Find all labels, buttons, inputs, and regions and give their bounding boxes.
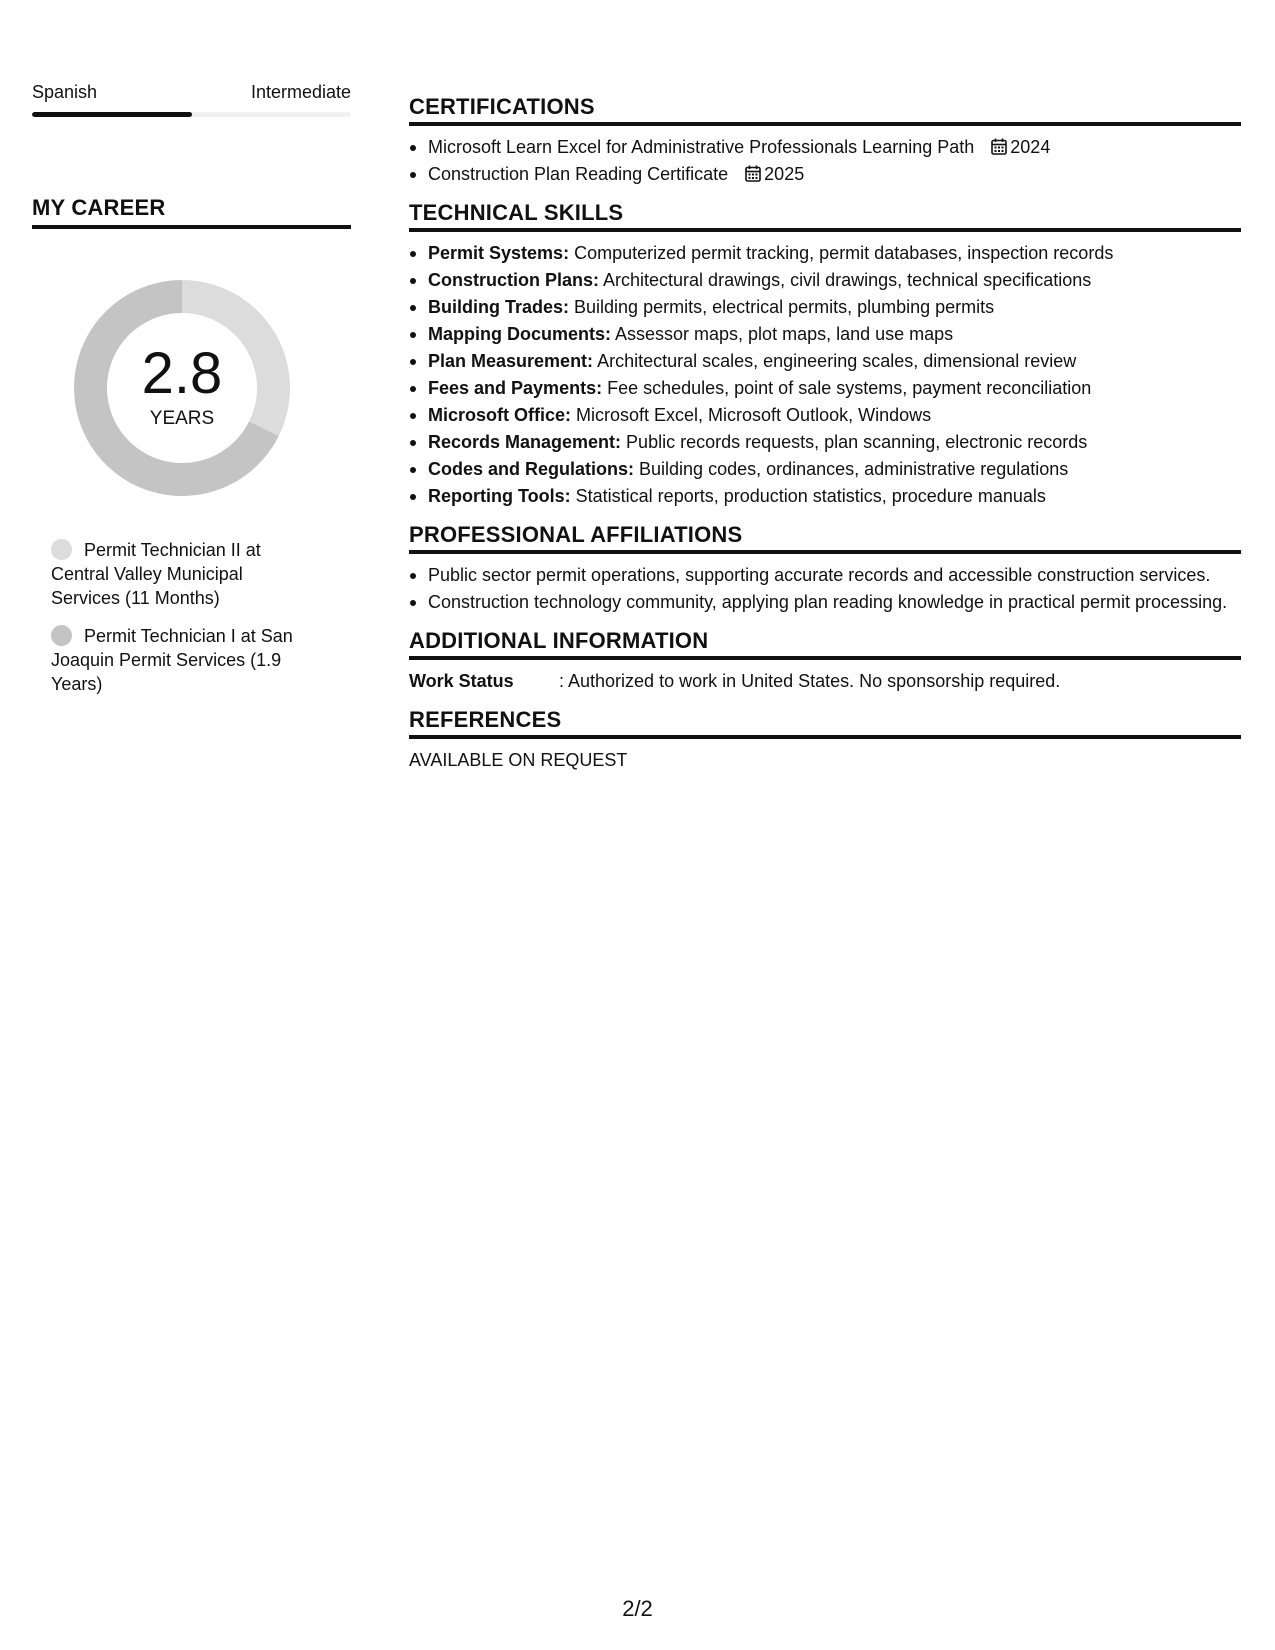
legend-dot-icon	[51, 625, 72, 646]
skill-text: Microsoft Excel, Microsoft Outlook, Windows	[571, 405, 932, 425]
skill-label: Plan Measurement:	[428, 351, 594, 371]
career-legend-item	[51, 624, 311, 696]
skill-item	[409, 268, 1241, 292]
language-progress-bar	[32, 112, 351, 117]
skill-label: Records Management:	[428, 432, 622, 452]
calendar-icon	[745, 165, 761, 182]
certifications-heading: CERTIFICATIONS	[409, 94, 1241, 126]
work-status-row	[409, 669, 1241, 693]
technical-skills-section	[409, 200, 1241, 508]
language-row	[32, 80, 351, 104]
career-legend	[51, 538, 311, 696]
skill-text: Building codes, ordinances, administrative regulations	[634, 459, 1069, 479]
certification-name: Construction Plan Reading Certificate	[428, 164, 729, 184]
certifications-section	[409, 94, 1241, 186]
skill-item	[409, 349, 1241, 373]
skill-label: Building Trades:	[428, 297, 570, 317]
affiliation-item: Public sector permit operations, supporting accurate records and accessible construction services.	[409, 563, 1241, 587]
skill-item	[409, 457, 1241, 481]
additional-info-heading: ADDITIONAL INFORMATION	[409, 628, 1241, 660]
certification-year: 2024	[1010, 137, 1051, 157]
skill-text: Building permits, electrical permits, plumbing permits	[569, 297, 995, 317]
skill-text: Computerized permit tracking, permit databases, inspection records	[569, 243, 1114, 263]
skill-text: Architectural scales, engineering scales, dimensional review	[593, 351, 1077, 371]
career-legend-label: Permit Technician II at Central Valley Municipal Services (11 Months)	[51, 540, 261, 608]
affiliation-item: Construction technology community, applying plan reading knowledge in practical permit processing.	[409, 590, 1241, 614]
certification-year: 2025	[764, 164, 805, 184]
language-name: Spanish	[32, 82, 98, 102]
skill-text: Public records requests, plan scanning, electronic records	[621, 432, 1088, 452]
skill-label: Codes and Regulations:	[428, 459, 635, 479]
affiliations-section	[409, 522, 1241, 614]
skill-item	[409, 295, 1241, 319]
language-progress-fill	[32, 112, 192, 117]
skill-item	[409, 241, 1241, 265]
left-column	[32, 80, 351, 710]
references-section	[409, 707, 1241, 772]
certification-name: Microsoft Learn Excel for Administrative Professionals Learning Path	[428, 137, 975, 157]
skill-text: Assessor maps, plot maps, land use maps	[611, 324, 954, 344]
certifications-list	[409, 135, 1241, 186]
skill-text: Statistical reports, production statistics, procedure manuals	[570, 486, 1046, 506]
skill-item	[409, 376, 1241, 400]
certification-item	[409, 162, 1241, 186]
work-status-value: : Authorized to work in United States. No sponsorship required.	[559, 671, 1061, 691]
certification-item	[409, 135, 1241, 159]
skill-label: Microsoft Office:	[428, 405, 572, 425]
legend-dot-icon	[51, 539, 72, 560]
right-column	[409, 94, 1241, 786]
career-total-value: 2.8	[141, 341, 223, 406]
skill-label: Fees and Payments:	[428, 378, 603, 398]
skill-label: Permit Systems:	[428, 243, 570, 263]
work-status-label: Work Status	[409, 671, 514, 691]
skill-text: Fee schedules, point of sale systems, payment reconciliation	[602, 378, 1092, 398]
technical-skills-heading: TECHNICAL SKILLS	[409, 200, 1241, 232]
skill-item	[409, 322, 1241, 346]
page-number: 2/2	[622, 1596, 653, 1621]
references-text: AVAILABLE ON REQUEST	[409, 750, 628, 770]
references-heading: REFERENCES	[409, 707, 1241, 739]
technical-skills-list	[409, 241, 1241, 508]
skill-label: Construction Plans:	[428, 270, 600, 290]
affiliations-list	[409, 563, 1241, 614]
career-donut-chart	[66, 272, 298, 504]
additional-info-section	[409, 628, 1241, 693]
career-legend-label: Permit Technician I at San Joaquin Permit Services (1.9 Years)	[51, 626, 293, 694]
career-total-unit: YEARS	[149, 408, 215, 429]
career-legend-item	[51, 538, 311, 610]
language-level: Intermediate	[250, 82, 351, 102]
skill-item	[409, 430, 1241, 454]
affiliations-heading: PROFESSIONAL AFFILIATIONS	[409, 522, 1241, 554]
career-heading: MY CAREER	[32, 195, 351, 229]
calendar-icon	[991, 138, 1007, 155]
skill-text: Architectural drawings, civil drawings, technical specifications	[599, 270, 1092, 290]
skill-item	[409, 403, 1241, 427]
skill-label: Reporting Tools:	[428, 486, 571, 506]
skill-label: Mapping Documents:	[428, 324, 611, 344]
skill-item	[409, 484, 1241, 508]
